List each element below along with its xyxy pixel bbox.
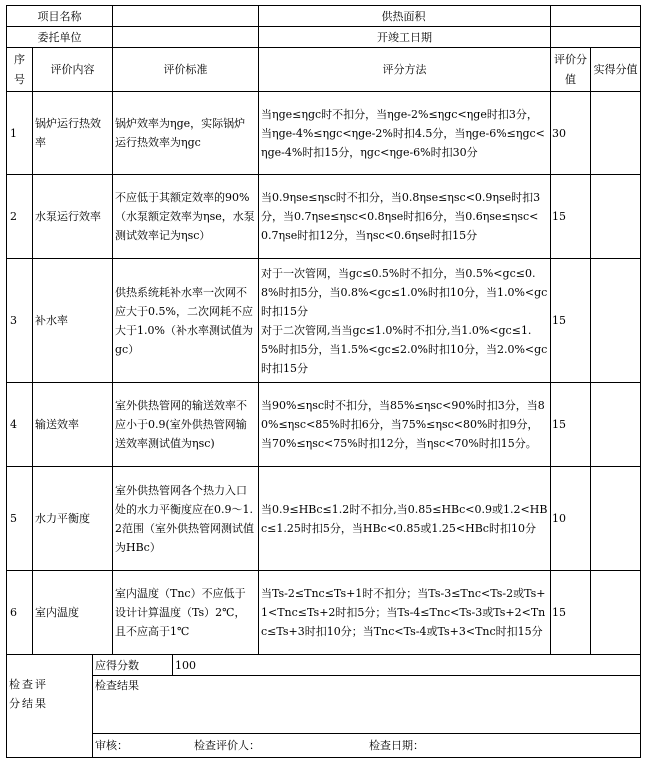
- total-score-row: [7, 655, 641, 676]
- row-actual[interactable]: [591, 92, 641, 175]
- table-row: [7, 259, 641, 383]
- project-name-value[interactable]: [113, 6, 259, 27]
- result-label: 检查结果: [95, 679, 139, 692]
- col-seq-header: 序号: [7, 48, 33, 92]
- table-row: [7, 571, 641, 655]
- section-label-text: 检查评分结果: [9, 678, 48, 710]
- row-seq: 1: [7, 92, 33, 175]
- row-standard: 供热系统耗补水率一次网不应大于0.5%，二次网耗不应大于1.0%（补水率测试值为gc）: [113, 259, 259, 383]
- table-row: [7, 467, 641, 571]
- row-standard: 室内温度（Tnc）不应低于设计计算温度（Ts）2℃，且不应高于1℃: [113, 571, 259, 655]
- total-label: 应得分数: [93, 655, 173, 676]
- row-actual[interactable]: [591, 383, 641, 467]
- header-row-project: [7, 6, 641, 27]
- col-score-header: 评价分值: [551, 48, 591, 92]
- inspection-result-block: [6, 654, 641, 758]
- column-header-row: [7, 48, 641, 92]
- heating-area-label: 供热面积: [259, 6, 551, 27]
- row-actual[interactable]: [591, 175, 641, 259]
- col-content-header: 评价内容: [33, 48, 113, 92]
- row-score: 15: [551, 383, 591, 467]
- row-seq: 6: [7, 571, 33, 655]
- review-label: 审核：: [95, 739, 128, 752]
- row-score: 15: [551, 571, 591, 655]
- row-content: 水泵运行效率: [33, 175, 113, 259]
- row-seq: 4: [7, 383, 33, 467]
- date-label: 检查日期：: [369, 739, 424, 752]
- row-method: 当0.9≤HBc≤1.2时不扣分,当0.85≤HBc<0.9或1.2<HBc≤1.25时扣5分，当HBc<0.85或1.25<HBc时扣10分: [259, 467, 551, 571]
- row-score: 30: [551, 92, 591, 175]
- row-method: 当Ts-2≤Tnc≤Ts+1时不扣分；当Ts-3≤Tnc<Ts-2或Ts+1<Tnc≤Ts+2时扣5分；当Ts-4≤Tnc<Ts-3或Ts+2<Tnc≤Ts+3时扣10分；当Tnc<Ts-4或Ts+3<Tnc时扣15分: [259, 571, 551, 655]
- row-method: 对于一次管网，当gc≤0.5%时不扣分，当0.5%<gc≤0.8%时扣5分，当0.8%<gc≤1.0%时扣10分，当1.0%<gc时扣15分 对于二次管网,当当gc≤1.0%时不扣分,当1.0%<gc≤1.5%时扣5分，当1.5%<gc≤2.0%时扣10分，当2.0%<gc时扣15分: [259, 259, 551, 383]
- row-standard: 室外供热管网各个热力入口处的水力平衡度应在0.9～1.2范围（室外供热管网测试值为HBc）: [113, 467, 259, 571]
- client-label: 委托单位: [7, 27, 113, 48]
- table-row: [7, 175, 641, 259]
- row-actual[interactable]: [591, 467, 641, 571]
- client-value[interactable]: [113, 27, 259, 48]
- table-row: [7, 383, 641, 467]
- section-label: [7, 655, 93, 758]
- dates-value[interactable]: [551, 27, 641, 48]
- row-content: 水力平衡度: [33, 467, 113, 571]
- signature-cell: [93, 734, 641, 758]
- row-seq: 2: [7, 175, 33, 259]
- table-row: [7, 92, 641, 175]
- row-actual[interactable]: [591, 571, 641, 655]
- inspector-label: 检查评价人：: [194, 739, 260, 752]
- row-content: 锅炉运行热效率: [33, 92, 113, 175]
- row-score: 15: [551, 259, 591, 383]
- dates-label: 开竣工日期: [259, 27, 551, 48]
- result-cell[interactable]: [93, 676, 641, 734]
- row-seq: 3: [7, 259, 33, 383]
- header-row-client: [7, 27, 641, 48]
- row-content: 输送效率: [33, 383, 113, 467]
- col-method-header: 评分方法: [259, 48, 551, 92]
- col-standard-header: 评价标准: [113, 48, 259, 92]
- row-score: 15: [551, 175, 591, 259]
- row-method: 当0.9ηse≤ηsc时不扣分，当0.8ηse≤ηsc<0.9ηse时扣3分，当0.7ηse≤ηsc<0.8ηse时扣6分，当0.6ηse≤ηsc<0.7ηse时扣12分，当ηsc<0.6ηse时扣15分: [259, 175, 551, 259]
- col-actual-header: 实得分值: [591, 48, 641, 92]
- result-row: [7, 676, 641, 734]
- evaluation-form: [6, 5, 640, 758]
- heating-area-value[interactable]: [551, 6, 641, 27]
- row-standard: 锅炉效率为ηge，实际锅炉运行热效率为ηgc: [113, 92, 259, 175]
- row-standard: 不应低于其额定效率的90%（水泵额定效率为ηse，水泵测试效率记为ηsc）: [113, 175, 259, 259]
- row-method: 当ηge≤ηgc时不扣分，当ηge-2%≤ηgc<ηge时扣3分，当ηge-4%≤ηgc<ηge-2%时扣4.5分，当ηge-6%≤ηgc<ηge-4%时扣15分，ηgc<ηge-6%时扣30分: [259, 92, 551, 175]
- total-value: 100: [173, 655, 641, 676]
- row-standard: 室外供热管网的输送效率不应小于0.9(室外供热管网输送效率测试值为ηsc): [113, 383, 259, 467]
- row-content: 室内温度: [33, 571, 113, 655]
- row-actual[interactable]: [591, 259, 641, 383]
- project-name-label: 项目名称: [7, 6, 113, 27]
- evaluation-table: [6, 5, 641, 655]
- row-seq: 5: [7, 467, 33, 571]
- row-method: 当90%≤ηsc时不扣分，当85%≤ηsc<90%时扣3分，当80%≤ηsc<85%时扣6分，当75%≤ηsc<80%时扣9分，当70%≤ηsc<75%时扣12分，当ηsc<70%时扣15分。: [259, 383, 551, 467]
- row-content: 补水率: [33, 259, 113, 383]
- signature-row: [7, 734, 641, 758]
- row-score: 10: [551, 467, 591, 571]
